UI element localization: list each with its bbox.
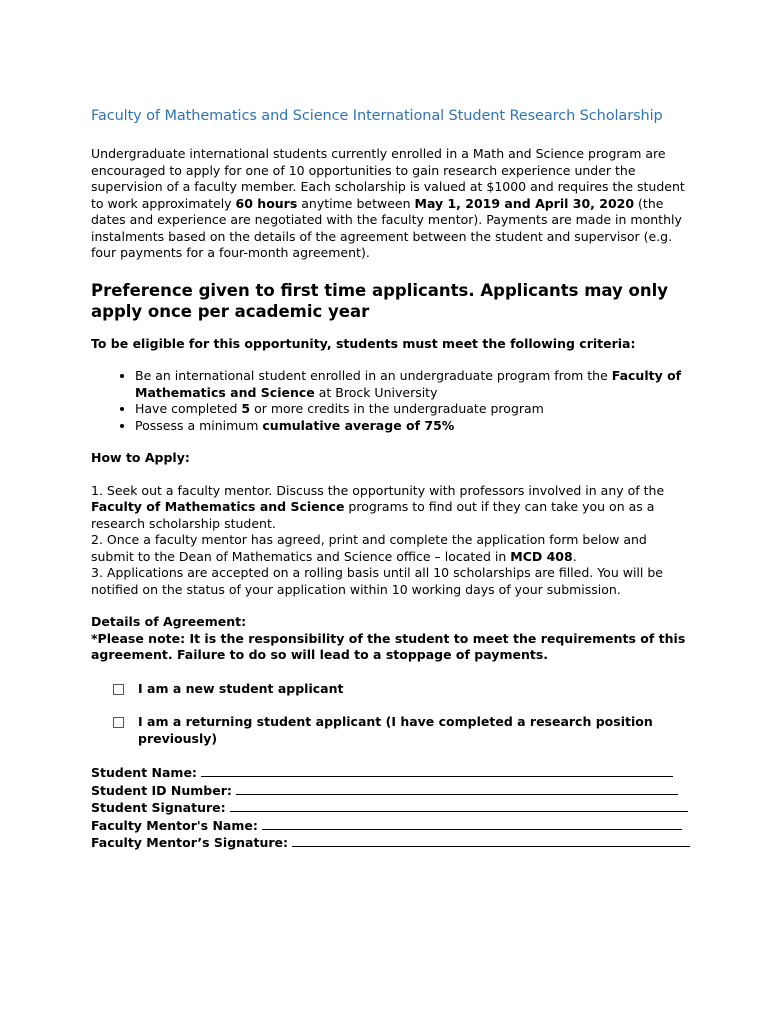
details-of-agreement [91,614,691,664]
student-signature-field[interactable] [230,799,688,812]
student-id-label: Student ID Number: [91,782,232,798]
criteria-text: Have completed [135,401,242,416]
returning-applicant-option[interactable] [113,714,691,747]
criteria-text: at Brock University [314,384,438,400]
student-name-row [91,764,691,782]
how-to-apply-heading: How to Apply: [91,450,190,465]
mentor-name-label: Faculty Mentor's Name: [91,817,258,833]
criteria-text: Be an international student enrolled in an undergraduate program from the [135,368,612,383]
applicant-fields [91,764,691,852]
step-3-text: 3. Applications are accepted on a rolling basis until all 10 scholarships are filled. You will be notified on the status of your application within 10 working days of your submission. [91,565,663,597]
mentor-signature-label: Faculty Mentor’s Signature: [91,835,289,850]
mentor-name-row [91,817,691,835]
preference-heading: Preference given to first time applicants. Applicants may only apply once per academic year [91,280,669,321]
criteria-bold: Faculty of Mathematics and Science [135,368,682,400]
intro-text-1: Undergraduate international students currently enrolled in a Math and Science program are encouraged to apply for one of 10 opportunities to gain research experience under the supervision of a faculty member. Each scholarship is valued at $1000 and requires the student to work approximately [91,146,685,211]
intro-text-3: (the dates and experience are negotiated with the faculty mentor). Payments are made in monthly instalments based on the details of the agreement between the student and supervisor (e.g. four payments for a four-month agreement). [91,195,682,260]
student-id-row [91,782,691,800]
document-title: Faculty of Mathematics and Science International Student Research Scholarship [91,108,663,124]
mentor-signature-row [91,834,691,852]
intro-paragraph [91,146,691,262]
intro-text-2: anytime between [297,195,415,211]
step-1-text: 1. Seek out a faculty mentor. Discuss the opportunity with professors involved in any of the [91,482,665,498]
returning-applicant-label: I am a returning student applicant (I have completed a research position previously) [138,714,653,746]
step-1-bold: Faculty of Mathematics and Science [91,499,345,514]
returning-applicant-checkbox[interactable] [113,717,124,728]
criteria-bold: 5 [241,401,251,416]
student-signature-row [91,799,691,817]
criteria-list [91,368,691,434]
student-name-field[interactable] [201,764,673,777]
criteria-item [135,368,691,401]
criteria-item [135,418,691,435]
step-2-bold-location: MCD 408 [510,548,573,564]
intro-bold-dates: May 1, 2019 and April 30, 2020 [414,195,635,211]
criteria-heading: To be eligible for this opportunity, students must meet the following criteria: [91,335,636,351]
criteria-text: or more credits in the undergraduate program [250,401,544,416]
new-applicant-checkbox[interactable] [113,684,124,695]
step-2-text: 2. Once a faculty mentor has agreed, print and complete the application form below and submit to the Dean of Mathematics and Science office – located in [91,532,647,564]
details-note: *Please note: It is the responsibility of the student to meet the requirements of this agreement. Failure to do so will lead to a stoppage of payments. [91,630,686,662]
mentor-signature-field[interactable] [292,834,690,847]
criteria-bold: cumulative average of 75% [262,417,455,433]
application-steps [91,483,691,599]
new-applicant-label: I am a new student applicant [138,680,344,696]
step-2-text-end: . [572,548,577,564]
criteria-text: Possess a minimum [135,417,263,433]
criteria-item [135,401,691,418]
step-1-text-end: programs to find out if they can take you on as a research scholarship student. [91,499,655,531]
new-applicant-option[interactable] [113,681,691,698]
mentor-name-field[interactable] [262,817,682,830]
student-signature-label: Student Signature: [91,800,226,815]
student-id-field[interactable] [236,782,678,795]
student-name-label: Student Name: [91,765,197,780]
details-heading: Details of Agreement: [91,614,247,629]
intro-bold-hours: 60 hours [235,195,298,211]
document-content [91,108,691,852]
